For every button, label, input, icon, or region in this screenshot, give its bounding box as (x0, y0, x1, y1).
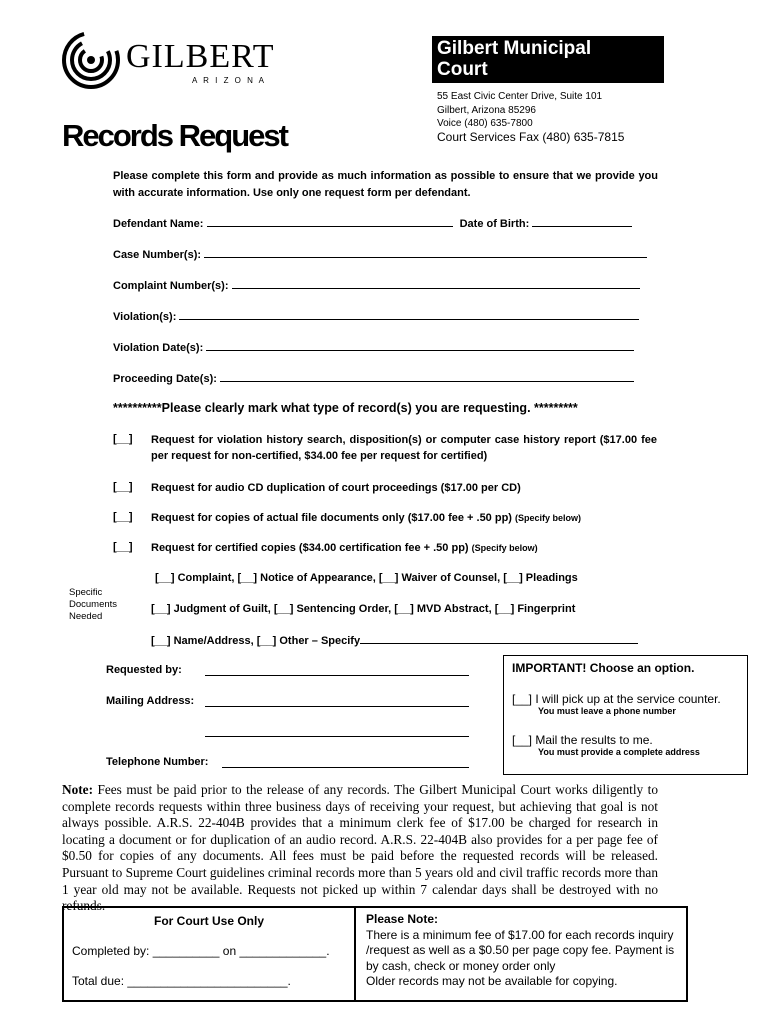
dob-label: Date of Birth: (459, 218, 530, 230)
doc-options-line-3-text: [__] Name/Address, [__] Other – Specify (151, 635, 361, 647)
request-1-checkbox[interactable]: [__] (113, 433, 133, 445)
important-title: IMPORTANT! Choose an option. (512, 661, 695, 675)
mark-prompt: **********Please clearly mark what type of record(s) you are requesting. ********* (113, 401, 578, 415)
logo-state: A R I Z O N A (192, 76, 267, 85)
court-use-section (64, 908, 356, 1000)
complaint-number-label: Complaint Number(s): (113, 280, 229, 292)
request-3-row (151, 510, 581, 526)
mailing-address-field-2[interactable] (205, 726, 469, 737)
gilbert-logo (62, 30, 277, 92)
doc-options-line-2[interactable]: [__] Judgment of Guilt, [__] Sentencing Order, [__] MVD Abstract, [__] Fingerprint (151, 603, 576, 615)
complaint-number-field[interactable] (232, 278, 640, 289)
case-number-label: Case Number(s): (113, 249, 202, 261)
court-fax: Court Services Fax (480) 635-7815 (437, 130, 625, 144)
mail-option-note: You must provide a complete address (538, 747, 700, 757)
court-use-title: For Court Use Only (153, 914, 264, 928)
case-number-field[interactable] (204, 247, 647, 258)
violation-dates-label: Violation Date(s): (113, 342, 204, 354)
court-title: Gilbert Municipal Court (437, 38, 592, 80)
defendant-name-field[interactable] (207, 216, 453, 227)
telephone-label: Telephone Number: (106, 756, 209, 768)
court-address-1: 55 East Civic Center Drive, Suite 101 (437, 91, 603, 102)
page-title: Records Request (62, 118, 287, 153)
pickup-option[interactable]: [__] I will pick up at the service counter. (512, 692, 721, 706)
please-note-title: Please Note: (366, 912, 439, 926)
specific-docs-label-1: Specific (69, 587, 103, 598)
intro-text: Please complete this form and provide as much information as possible to ensure that we provide you with accurate information. Use only one request form per defendant. (113, 170, 658, 199)
mail-option[interactable]: [__] Mail the results to me. (512, 733, 653, 747)
other-specify-field[interactable] (360, 633, 638, 644)
specific-docs-label-2: Documents (69, 599, 118, 610)
defendant-name-row (113, 216, 632, 230)
fees-note (62, 782, 658, 915)
total-due-field[interactable]: Total due: ________________________. (72, 974, 291, 988)
complaint-number-row (113, 278, 640, 292)
defendant-name-label: Defendant Name: (113, 218, 204, 230)
please-note-section (366, 912, 678, 990)
request-3-checkbox[interactable]: [__] (113, 511, 133, 523)
violations-row (113, 309, 639, 323)
request-3-text: Request for copies of actual file documents only ($17.00 fee + .50 pp) (151, 512, 512, 524)
specific-docs-label (69, 587, 117, 623)
proceeding-dates-label: Proceeding Date(s): (113, 373, 217, 385)
court-voice: Voice (480) 635-7800 (437, 118, 533, 129)
logo-name: GILBERT (126, 38, 275, 75)
mailing-address-field[interactable] (205, 696, 469, 707)
request-4-row (151, 540, 538, 556)
swirl-logo-icon (62, 30, 120, 90)
request-4-note: (Specify below) (471, 543, 538, 553)
doc-options-line-1[interactable]: [__] Complaint, [__] Notice of Appearance, [__] Waiver of Counsel, [__] Pleadings (155, 572, 578, 584)
please-note-line-2: Older records may not be available for copying. (366, 974, 618, 988)
dob-field[interactable] (532, 216, 632, 227)
case-number-row (113, 247, 647, 261)
fees-note-text: Fees must be paid prior to the release of any records. The Gilbert Municipal Court works diligently to complete records requests within three business days of receiving your request, but achieving that goal is not always possible. A.R.S. 22-404B provides that a minimum clerk fee of $17.00 be charged for research in locating a document or for duplication of an audio record. A.R.S. 22-404B also provides for a per page fee of $0.50 for copies of any documents. All fees must be paid before the requested records will be released. Pursuant to Supreme Court guidelines criminal records more than 5 years old and civil traffic records more than 1 year old may not be available. Requests not picked up within 7 calendar days shall be destroyed with no refunds. (62, 782, 658, 914)
court-title-box (432, 36, 664, 83)
proceeding-dates-field[interactable] (220, 371, 634, 382)
pickup-option-note: You must leave a phone number (538, 706, 676, 716)
fees-note-label: Note: (62, 782, 94, 797)
doc-options-line-3[interactable] (151, 633, 638, 647)
important-box (503, 655, 748, 775)
request-4-text: Request for certified copies ($34.00 certification fee + .50 pp) (151, 542, 469, 554)
court-use-table (62, 906, 688, 1002)
specific-docs-label-3: Needed (69, 611, 103, 622)
request-4-checkbox[interactable]: [__] (113, 541, 133, 553)
request-2-text: Request for audio CD duplication of court proceedings ($17.00 per CD) (151, 482, 521, 494)
proceeding-dates-row (113, 371, 634, 385)
violations-label: Violation(s): (113, 311, 177, 323)
violation-dates-row (113, 340, 634, 354)
violations-field[interactable] (179, 309, 639, 320)
completed-by-field[interactable]: Completed by: __________ on _____________. (72, 944, 330, 958)
violation-dates-field[interactable] (206, 340, 634, 351)
request-2-checkbox[interactable]: [__] (113, 481, 133, 493)
requested-by-field[interactable] (205, 665, 469, 676)
request-3-note: (Specify below) (515, 513, 582, 523)
please-note-line-1: There is a minimum fee of $17.00 for each records inquiry /request as well as a $0.50 per page copy fee. Payment is by cash, check or money order only (366, 927, 675, 973)
requested-by-label: Requested by: (106, 664, 182, 676)
telephone-field[interactable] (222, 757, 469, 768)
court-address-2: Gilbert, Arizona 85296 (437, 105, 536, 116)
mailing-address-label: Mailing Address: (106, 695, 195, 707)
request-1-text: Request for violation history search, disposition(s) or computer case history report ($17.00 fee per request for non-certified, $34.00 fee per request for certified) (151, 434, 657, 462)
